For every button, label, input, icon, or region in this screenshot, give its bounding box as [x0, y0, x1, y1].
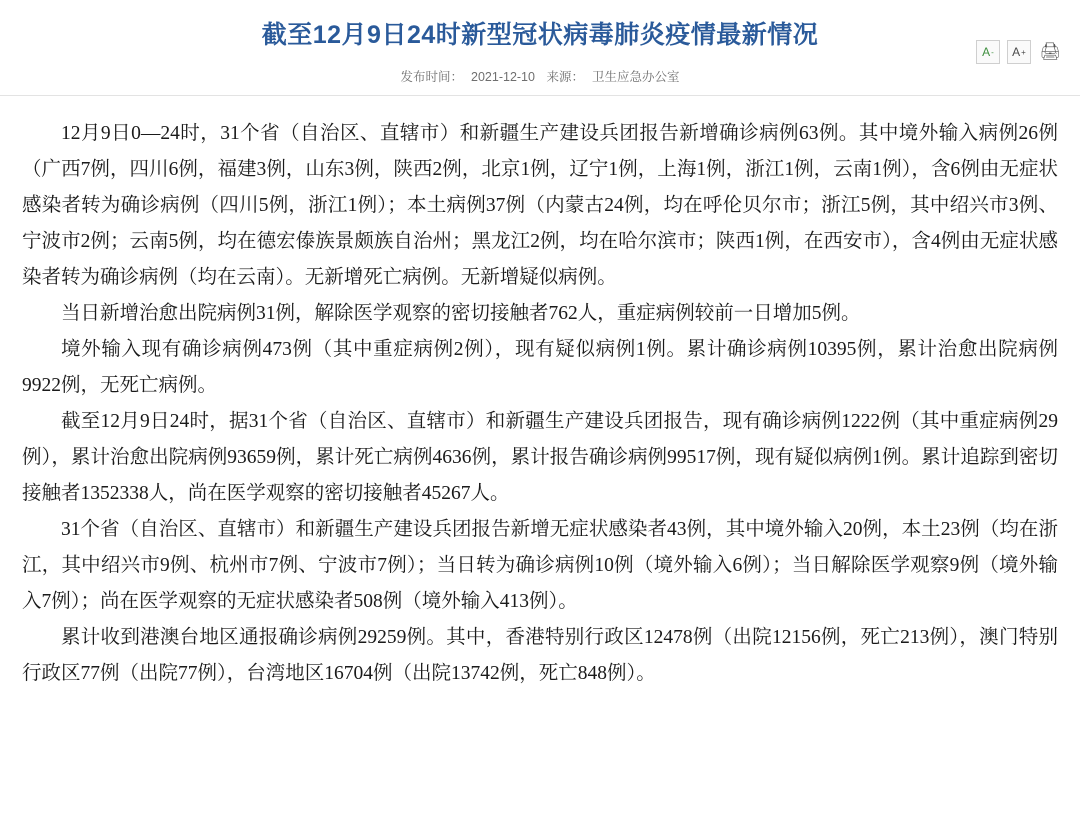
increase-font-sup: +	[1021, 47, 1026, 57]
article-paragraph: 境外输入现有确诊病例473例（其中重症病例2例），现有疑似病例1例。累计确诊病例10395例，累计治愈出院病例9922例，无死亡病例。	[22, 339, 1058, 396]
article-body	[0, 96, 1080, 692]
source-value: 卫生应急办公室	[591, 70, 680, 84]
decrease-font-button[interactable]	[976, 40, 1000, 64]
page-title: 截至12月9日24时新型冠状病毒肺炎疫情最新情况	[261, 21, 819, 49]
article-paragraph: 31个省（自治区、直辖市）和新疆生产建设兵团报告新增无症状感染者43例，其中境外输入20例，本土23例（均在浙江，其中绍兴市9例、杭州市7例、宁波市7例）；当日转为确诊病例10例（境外输入6例）；当日解除医学观察9例（境外输入7例）；尚在医学观察的无症状感染者508例（境外输入413例）。	[22, 519, 1058, 612]
decrease-font-label: A	[982, 45, 991, 59]
increase-font-button[interactable]	[1007, 40, 1031, 64]
article-paragraph: 累计收到港澳台地区通报确诊病例29259例。其中，香港特别行政区12478例（出院12156例，死亡213例），澳门特别行政区77例（出院77例），台湾地区16704例（出院13742例，死亡848例）。	[22, 627, 1058, 684]
document-header	[0, 0, 1080, 96]
font-size-tools	[976, 40, 1062, 64]
article-paragraph: 当日新增治愈出院病例31例，解除医学观察的密切接触者762人，重症病例较前一日增加5例。	[61, 303, 861, 324]
source-label: 来源：	[546, 70, 584, 84]
article-paragraph: 截至12月9日24时，据31个省（自治区、直辖市）和新疆生产建设兵团报告，现有确诊病例1222例（其中重症病例29例），累计治愈出院病例93659例，累计死亡病例4636例，累计报告确诊病例99517例，现有疑似病例1例。累计追踪到密切接触者1352338人，尚在医学观察的密切接触者45267人。	[22, 411, 1058, 504]
print-icon[interactable]: 🖨	[1039, 42, 1061, 61]
publish-time-label: 发布时间：	[400, 70, 464, 84]
document-meta	[0, 67, 1080, 85]
article-paragraph: 12月9日0—24时，31个省（自治区、直辖市）和新疆生产建设兵团报告新增确诊病例63例。其中境外输入病例26例（广西7例，四川6例，福建3例，山东3例，陕西2例，北京1例，辽宁1例，上海1例，浙江1例，云南1例），含6例由无症状感染者转为确诊病例（四川5例，浙江1例）；本土病例37例（内蒙古24例，均在呼伦贝尔市；浙江5例，其中绍兴市3例、宁波市2例；云南5例，均在德宏傣族景颇族自治州；黑龙江2例，均在哈尔滨市；陕西1例，在西安市），含4例由无症状感染者转为确诊病例（均在云南）。无新增死亡病例。无新增疑似病例。	[22, 123, 1058, 288]
publish-time-value: 2021-12-10	[471, 70, 535, 84]
increase-font-label: A	[1012, 45, 1021, 59]
decrease-font-sup: -	[991, 47, 994, 57]
